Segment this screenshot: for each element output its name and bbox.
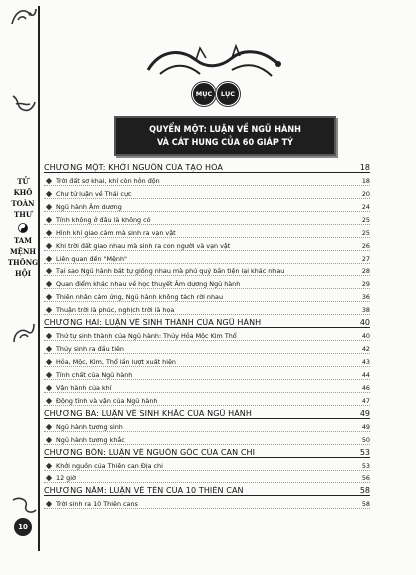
page-ref: 18	[361, 176, 370, 185]
page-ref: 49	[361, 422, 370, 431]
chapter-title: CHƯƠNG HAI: LUẬN VỀ SINH THÀNH CỦA NGŨ HÀNH	[44, 318, 262, 328]
bullet-icon	[46, 204, 52, 210]
toc-entry-row[interactable]	[44, 238, 370, 251]
bullet-icon	[46, 255, 52, 261]
page-number: 10	[14, 518, 32, 536]
chapter-title: CHƯƠNG MỘT: KHỞI NGUỒN CỦA TẠO HÓA	[44, 162, 223, 172]
page-ref: 53	[361, 461, 370, 470]
toc-entry-row[interactable]	[44, 393, 370, 406]
bullet-icon	[46, 398, 52, 404]
entry-title: Vận hành của khí	[56, 383, 112, 392]
toc-chapter-row[interactable]	[44, 483, 370, 496]
entry-title: Ngũ hành Âm dương	[56, 202, 122, 211]
bullet-icon	[46, 385, 52, 391]
page-ref: 26	[361, 241, 370, 250]
entry-title: Thuận trời là phúc, nghịch trời là họa	[56, 306, 175, 315]
page-ref: 58	[359, 486, 370, 496]
toc-entry-row[interactable]	[44, 264, 370, 277]
bullet-icon	[46, 359, 52, 365]
entry-title: Thứ tự sinh thành của Ngũ hành: Thủy Hỏa Mộc Kim Thổ	[56, 332, 237, 341]
toc-entry-row[interactable]	[44, 341, 370, 354]
muc-badge: MỤC	[192, 82, 216, 106]
entry-title: Hỏa, Mộc, Kim, Thổ lần lượt xuất hiện	[56, 358, 176, 366]
toc-entry-row[interactable]	[44, 302, 370, 315]
toc-entry-row[interactable]	[44, 173, 370, 186]
side-title-word: HỘI	[15, 269, 31, 278]
toc-entry-row[interactable]	[44, 328, 370, 341]
table-of-contents	[44, 160, 370, 509]
page-ref: 24	[361, 202, 370, 211]
page-ref: 28	[361, 267, 370, 276]
entry-title: Trời đất sơ khai, khí còn hỗn độn	[56, 176, 160, 185]
toc-entry-row[interactable]	[44, 354, 370, 367]
bullet-icon	[46, 333, 52, 339]
page-ref: 53	[359, 447, 370, 457]
toc-chapter-row[interactable]	[44, 160, 370, 173]
bullet-icon	[46, 475, 52, 481]
toc-entry-row[interactable]	[44, 432, 370, 445]
dragon-emblem-icon	[140, 40, 290, 92]
entry-title: Ngũ hành tương sinh	[56, 422, 123, 431]
vertical-book-title	[6, 178, 40, 281]
page-ref: 18	[359, 162, 370, 172]
toc-entry-row[interactable]	[44, 471, 370, 484]
page-ref: 46	[361, 383, 370, 392]
bullet-icon	[46, 217, 52, 223]
entry-title: Hình khí giao cảm mà sinh ra vạn vật	[56, 228, 176, 237]
page-ref: 25	[361, 228, 370, 237]
yin-yang-icon	[18, 223, 28, 233]
toc-entry-row[interactable]	[44, 289, 370, 302]
toc-entry-row[interactable]	[44, 419, 370, 432]
page-ref: 49	[359, 408, 370, 418]
toc-entry-row[interactable]	[44, 251, 370, 264]
dragon-ornament-icon	[10, 6, 38, 28]
page-ref: 25	[361, 215, 370, 224]
bullet-icon	[46, 307, 52, 313]
entry-title: 12 giờ	[56, 474, 76, 483]
dragon-ornament-icon	[10, 494, 38, 516]
page-ref: 42	[361, 345, 370, 354]
bullet-icon	[46, 372, 52, 378]
toc-chapter-row[interactable]	[44, 406, 370, 419]
side-title-word: KHÔ	[13, 188, 33, 197]
toc-entry-row[interactable]	[44, 225, 370, 238]
page-ref: 58	[361, 500, 370, 509]
toc-entry-row[interactable]	[44, 212, 370, 225]
chapter-title: CHƯƠNG NĂM: LUẬN VỀ TÊN CỦA 10 THIÊN CAN	[44, 486, 244, 496]
entry-title: Động tĩnh và vận của Ngũ hành	[56, 396, 158, 405]
bullet-icon	[46, 424, 52, 430]
bullet-icon	[46, 268, 52, 274]
toc-entry-row[interactable]	[44, 199, 370, 212]
book-title-line: QUYỂN MỘT: LUẬN VỀ NGŨ HÀNH	[149, 125, 301, 135]
entry-title: Trời sinh ra 10 Thiên cans	[56, 500, 138, 509]
page-ref: 29	[361, 280, 370, 289]
page-ref: 44	[361, 370, 370, 379]
bullet-icon	[46, 281, 52, 287]
side-title-word: MỆNH	[9, 247, 37, 256]
side-title-word: TAM	[13, 236, 32, 245]
entry-title: Ngũ hành tương khắc	[56, 435, 125, 444]
toc-entry-row[interactable]	[44, 367, 370, 380]
toc-chapter-row[interactable]	[44, 315, 370, 328]
toc-entry-row[interactable]	[44, 380, 370, 393]
bullet-icon	[46, 436, 52, 442]
page-ref: 43	[361, 358, 370, 366]
bullet-icon	[46, 462, 52, 468]
entry-title: Thiên nhân cảm ứng, Ngũ hành không tách rời nhau	[56, 293, 223, 302]
dragon-ornament-icon	[10, 92, 38, 114]
bullet-icon	[46, 242, 52, 248]
side-column	[6, 0, 40, 575]
page-ref: 56	[361, 474, 370, 483]
side-title-word: TOÀN	[11, 199, 35, 208]
side-divider-line	[38, 6, 40, 551]
dragon-ornament-icon	[10, 322, 38, 344]
page-ref: 38	[361, 306, 370, 315]
bullet-icon	[46, 191, 52, 197]
page-ref: 40	[359, 318, 370, 328]
entry-title: Quan điểm khác nhau về học thuyết Âm dương Ngũ hành	[56, 280, 241, 289]
bullet-icon	[46, 346, 52, 352]
page-ref: 40	[361, 332, 370, 341]
toc-chapter-row[interactable]	[44, 445, 370, 458]
entry-title: Thủy sinh ra đầu tiên	[56, 345, 124, 354]
bullet-icon	[46, 294, 52, 300]
toc-entry-row[interactable]	[44, 496, 370, 509]
entry-title: Tính chất của Ngũ hành	[56, 370, 133, 379]
side-title-word: THƯ	[14, 210, 32, 219]
bullet-icon	[46, 178, 52, 184]
bullet-icon	[46, 229, 52, 235]
entry-title: Liên quan đến "Mệnh"	[56, 254, 127, 263]
side-title-word: THÔNG	[7, 258, 39, 267]
toc-entry-row[interactable]	[44, 186, 370, 199]
entry-title: Khi trời đất giao nhau mà sinh ra con người và vạn vật	[56, 241, 231, 250]
page-ref: 20	[361, 189, 370, 198]
luc-badge: LỤC	[216, 82, 240, 106]
toc-entry-row[interactable]	[44, 276, 370, 289]
page-ref: 47	[361, 396, 370, 405]
toc-entry-row[interactable]	[44, 458, 370, 471]
page-ref: 36	[361, 293, 370, 302]
page-ref: 50	[361, 435, 370, 444]
entry-title: Tính không ở đâu là không có	[56, 215, 151, 224]
side-title-word: TỬ	[17, 177, 29, 186]
chapter-title: CHƯƠNG BỐN: LUẬN VỀ NGUỒN GỐC CỦA CAN CHI	[44, 447, 256, 457]
page-ref: 27	[361, 254, 370, 263]
book-title-box	[114, 116, 336, 156]
entry-title: Khởi nguồn của Thiên can Địa chi	[56, 461, 163, 470]
bullet-icon	[46, 501, 52, 507]
entry-title: Chư tử luận về Thái cực	[56, 189, 132, 198]
book-title-line: VÀ CÁT HUNG CỦA 60 GIÁP TÝ	[157, 138, 293, 148]
chapter-title: CHƯƠNG BA: LUẬN VỀ SINH KHẮC CỦA NGŨ HÀNH	[44, 408, 253, 418]
entry-title: Tại sao Ngũ hành bát tự giống nhau mà phú quý bần tiện lại khác nhau	[56, 267, 285, 276]
